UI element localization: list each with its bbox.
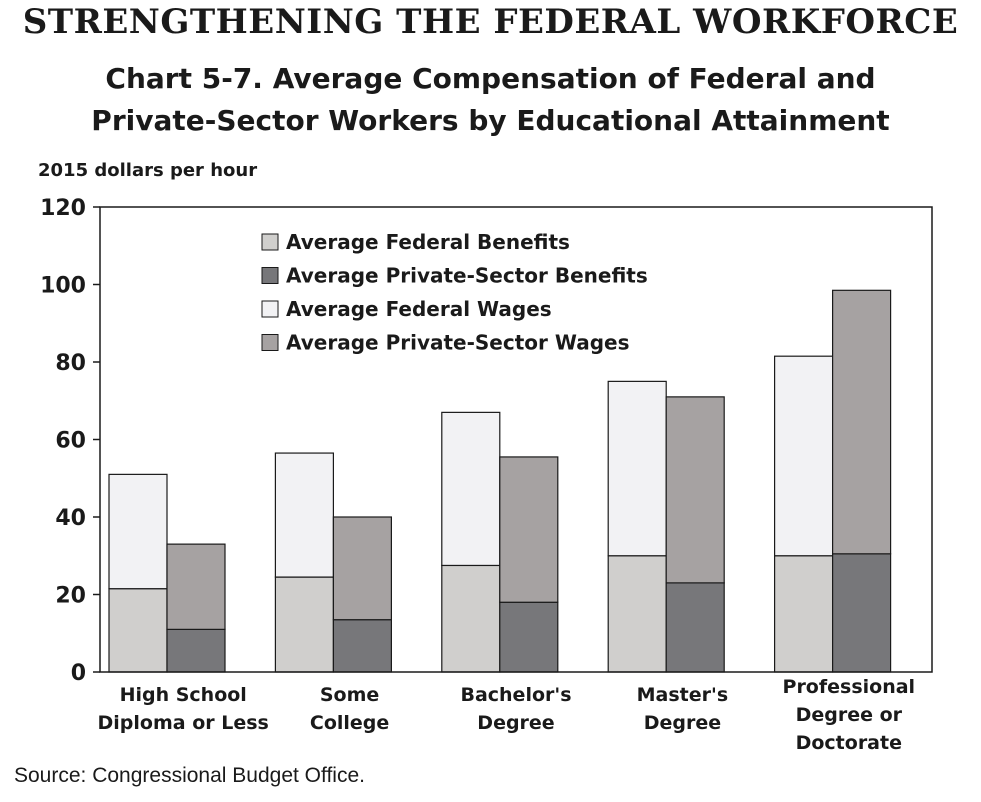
legend-swatch [262, 301, 278, 317]
bar-average-private-sector-wages [333, 517, 391, 620]
x-category-label: Professional Degree or Doctorate [782, 676, 916, 754]
bar-average-federal-benefits [608, 556, 666, 672]
y-tick-label: 60 [55, 428, 86, 454]
bar-average-private-sector-wages [833, 290, 891, 554]
bar-average-private-sector-wages [167, 544, 225, 629]
bar-average-federal-wages [442, 412, 500, 565]
legend-swatch [262, 234, 278, 250]
x-category-label: Bachelor's Degree [460, 684, 572, 734]
legend-entry: Average Federal Benefits [286, 230, 570, 254]
bar-average-private-sector-benefits [500, 602, 558, 672]
y-tick-label: 80 [55, 351, 86, 376]
bar-average-federal-wages [275, 453, 333, 577]
bar-average-federal-benefits [775, 556, 833, 672]
chart-title-line-1: Chart 5-7. Average Compensation of Federal and [105, 62, 876, 95]
y-tick-label: 40 [55, 506, 86, 531]
legend-swatch [262, 335, 278, 351]
source-note: Source: Congressional Budget Office. [14, 764, 365, 787]
bar-average-federal-benefits [442, 565, 500, 672]
y-tick-label: 0 [70, 661, 86, 686]
legend-entry: Average Private-Sector Wages [286, 330, 630, 355]
bar-average-federal-wages [109, 474, 167, 588]
bar-average-private-sector-benefits [833, 554, 891, 672]
bar-average-private-sector-wages [500, 457, 558, 602]
x-category-label: Some College [309, 684, 390, 734]
bar-average-federal-benefits [275, 577, 333, 672]
bar-average-federal-benefits [109, 589, 167, 672]
bar-average-private-sector-benefits [666, 583, 724, 672]
y-tick-label: 100 [40, 273, 86, 299]
bar-average-federal-wages [775, 356, 833, 556]
bar-average-private-sector-benefits [333, 620, 391, 672]
legend-swatch [262, 268, 278, 284]
y-axis-label: 2015 dollars per hour [38, 160, 258, 181]
chart-title-line-2: Private-Sector Workers by Educational Attainment [91, 104, 890, 137]
x-category-label: Master's Degree [636, 684, 729, 734]
y-tick-label: 20 [55, 583, 86, 609]
bar-average-federal-wages [608, 381, 666, 555]
y-tick-label: 120 [40, 196, 86, 221]
x-category-label: High School Diploma or Less [97, 684, 269, 734]
bar-average-private-sector-wages [666, 397, 724, 583]
legend-entry: Average Federal Wages [286, 297, 552, 321]
bar-average-private-sector-benefits [167, 629, 225, 672]
document-header: STRENGTHENING THE FEDERAL WORKFORCE [22, 2, 959, 42]
legend-entry: Average Private-Sector Benefits [286, 263, 648, 288]
